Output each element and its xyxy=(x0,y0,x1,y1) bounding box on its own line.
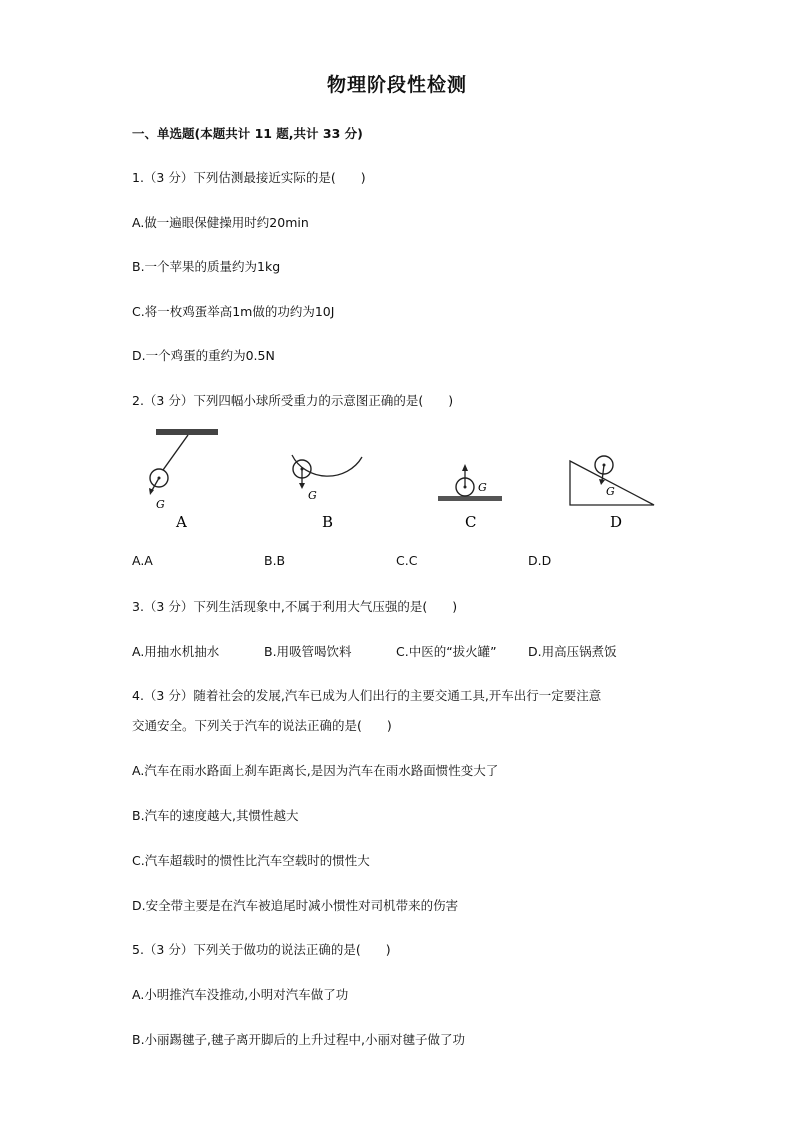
question-3-option-d: D.用高压锅煮饭 xyxy=(528,644,617,659)
figure-label-a: A xyxy=(176,513,187,531)
page-title: 物理阶段性检测 xyxy=(326,74,467,96)
figure-label-b: B xyxy=(322,513,334,531)
question-5-option-a: A.小明推汽车没推动,小明对汽车做了功 xyxy=(132,987,349,1002)
section-heading: 一、单选题(本题共计 11 题,共计 33 分) xyxy=(132,126,363,141)
question-4-option-d: D.安全带主要是在汽车被追尾时减小惯性对司机带来的伤害 xyxy=(132,898,459,913)
question-1-option-a: A.做一遍眼保健操用时约20min xyxy=(132,215,309,230)
ground-hatch xyxy=(438,496,502,501)
force-label-g: G xyxy=(606,485,615,498)
figure-d-incline xyxy=(568,425,660,535)
question-2-option-d: D.D xyxy=(528,553,552,568)
question-5-option-b: B.小丽踢毽子,毽子离开脚后的上升过程中,小丽对毽子做了功 xyxy=(132,1032,465,1047)
figure-label-c: C xyxy=(465,513,477,531)
question-3-option-a: A.用抽水机抽水 xyxy=(132,644,220,659)
question-3-stem: 3.（3 分）下列生活现象中,不属于利用大气压强的是( ) xyxy=(132,599,458,614)
question-5-stem: 5.（3 分）下列关于做功的说法正确的是( ) xyxy=(132,942,391,957)
question-4-option-b: B.汽车的速度越大,其惯性越大 xyxy=(132,808,299,823)
question-2-option-b: B.B xyxy=(264,553,286,568)
question-2-option-a: A.A xyxy=(132,553,153,568)
question-1-stem: 1.（3 分）下列估测最接近实际的是( ) xyxy=(132,170,366,185)
question-1-option-b: B.一个苹果的质量约为1kg xyxy=(132,259,281,274)
question-4-stem-line2: 交通安全。下列关于汽车的说法正确的是( ) xyxy=(132,718,392,733)
force-label-g: G xyxy=(308,489,317,502)
ceiling-hatch xyxy=(156,429,218,435)
question-1-option-d: D.一个鸡蛋的重约为0.5N xyxy=(132,348,275,363)
question-4-option-c: C.汽车超载时的惯性比汽车空载时的惯性大 xyxy=(132,853,370,868)
force-label-g: G xyxy=(478,481,487,494)
figure-b-bowl xyxy=(284,425,374,535)
figure-label-d: D xyxy=(610,513,623,531)
question-3-option-b: B.用吸管喝饮料 xyxy=(264,644,352,659)
question-2-stem: 2.（3 分）下列四幅小球所受重力的示意图正确的是( ) xyxy=(132,393,454,408)
question-4-stem-line1: 4.（3 分）随着社会的发展,汽车已成为人们出行的主要交通工具,开车出行一定要注意 xyxy=(132,688,602,703)
question-3-option-c: C.中医的“拔火罐” xyxy=(396,644,497,659)
question-2-option-c: C.C xyxy=(396,553,418,568)
question-1-option-c: C.将一枚鸡蛋举高1m做的功约为10J xyxy=(132,304,335,319)
figure-a-pendulum xyxy=(138,425,234,535)
force-label-g: G xyxy=(156,498,165,511)
figure-c-ground xyxy=(434,425,514,535)
question-4-option-a: A.汽车在雨水路面上刹车距离长,是因为汽车在雨水路面惯性变大了 xyxy=(132,763,499,778)
